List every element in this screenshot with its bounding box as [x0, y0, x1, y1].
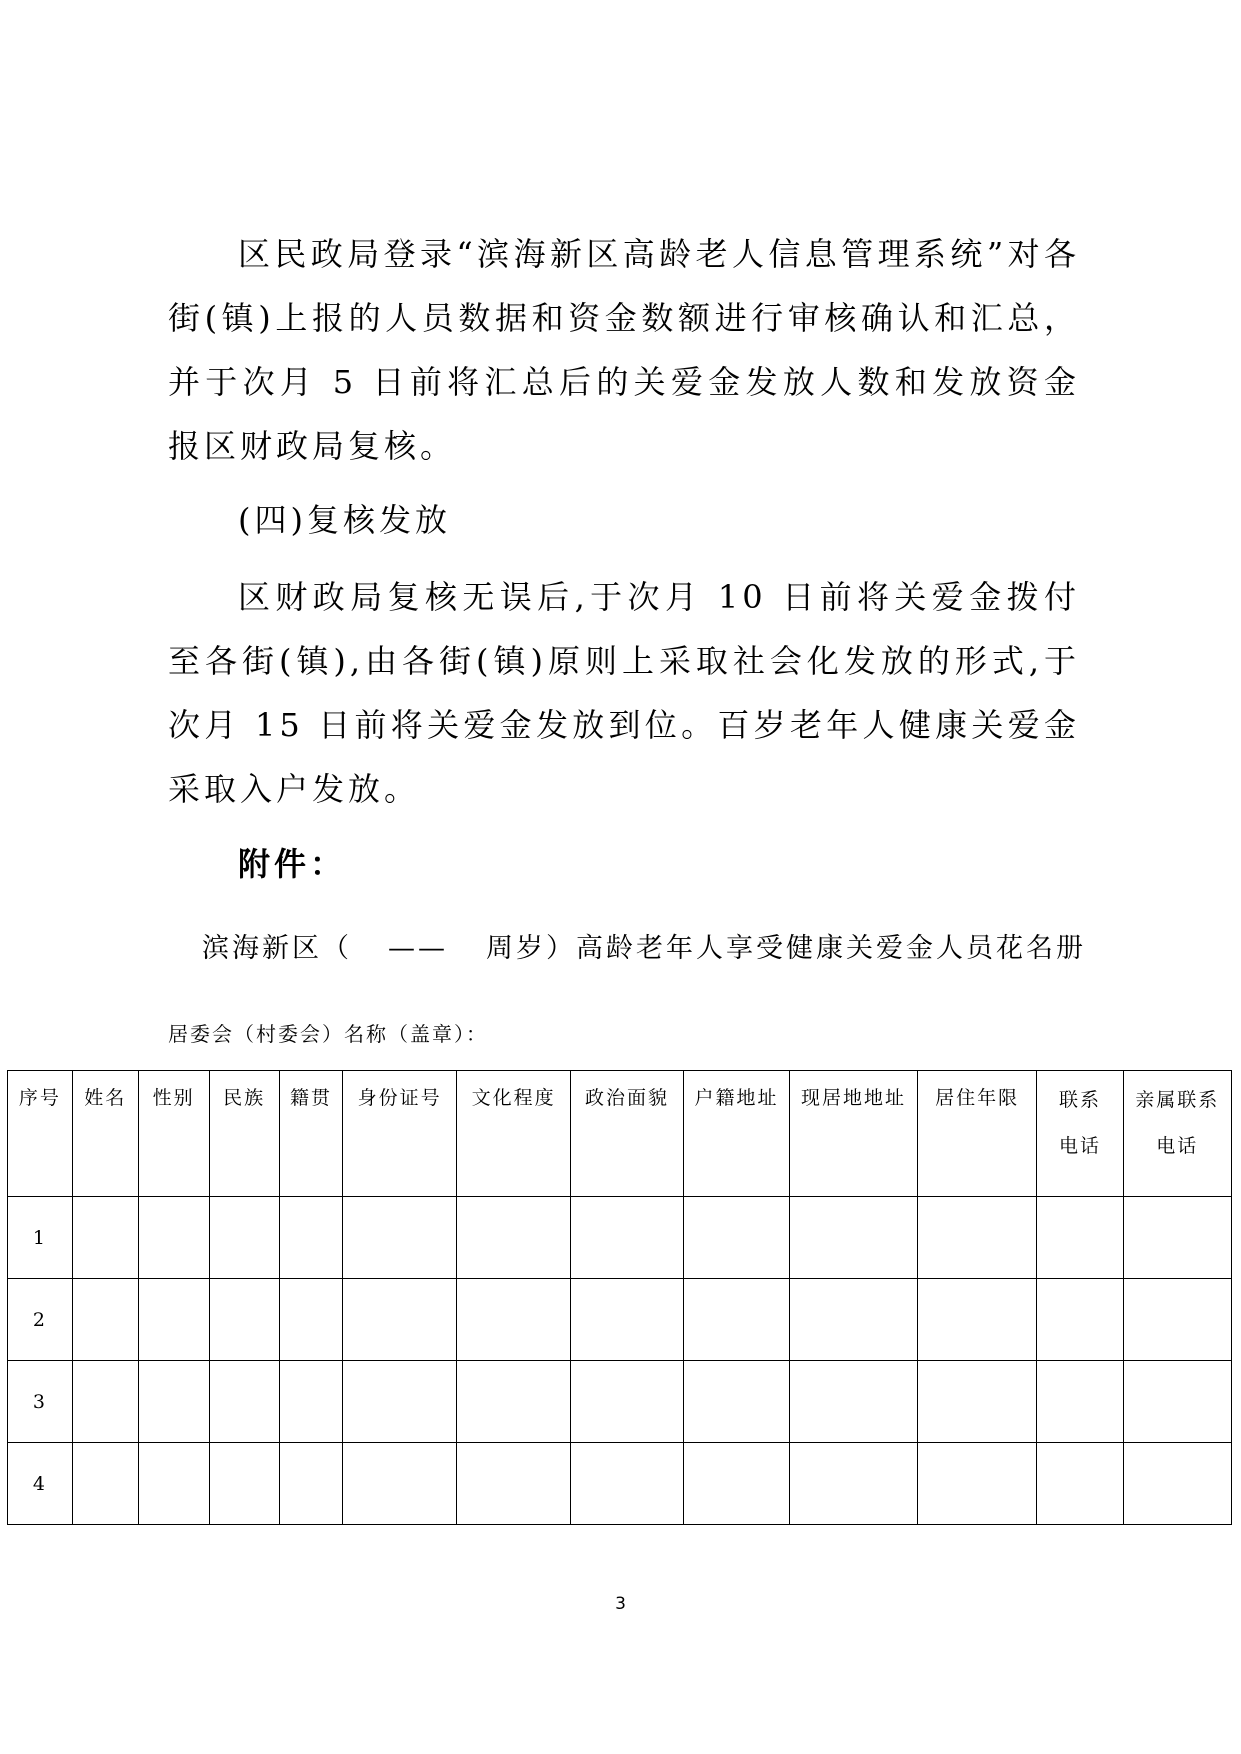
table-cell: [279, 1361, 343, 1443]
table-cell: [683, 1279, 789, 1361]
table-row: [8, 1361, 1232, 1443]
table-cell: [456, 1279, 570, 1361]
table-cell: [917, 1443, 1037, 1525]
form-title: [202, 926, 1086, 965]
table-cell: [917, 1361, 1037, 1443]
table-cell: [571, 1443, 683, 1525]
paragraph-review-summary: 区民政局登录“滨海新区高龄老人信息管理系统”对各街(镇)上报的人员数据和资金数额进行审核确认和汇总，并于次月 5 日前将汇总后的关爱金发放人数和发放资金报区财政局复核。: [168, 235, 1080, 465]
header-cell-contact-phone: [1037, 1071, 1123, 1197]
header-cell-gender: 性别: [138, 1071, 209, 1197]
header-cell-education: 文化程度: [456, 1071, 570, 1197]
header-cell-household-address: 户籍地址: [683, 1071, 789, 1197]
table-cell: [279, 1197, 343, 1279]
table-cell: [279, 1279, 343, 1361]
table-cell: [72, 1197, 138, 1279]
form-title-end: 周岁）高龄老年人享受健康关爱金人员花名册: [486, 933, 1086, 964]
table-cell: [456, 1197, 570, 1279]
table-cell: [456, 1361, 570, 1443]
committee-name-label: 居委会（村委会）名称（盖章）：: [168, 1022, 488, 1046]
header-cell-current-address: 现居地地址: [790, 1071, 918, 1197]
table-cell: [343, 1197, 456, 1279]
table-cell: [343, 1443, 456, 1525]
header-contact-bottom: 电话: [1058, 1135, 1101, 1157]
table-cell: [1123, 1361, 1231, 1443]
paragraph-distribution: 区财政局复核无误后,于次月 10 日前将关爱金拨付至各街(镇),由各街(镇)原则上采取社会化发放的形式,于次月 15 日前将关爱金发放到位。百岁老年人健康关爱金采取入户发放。: [168, 578, 1080, 808]
roster-table: [7, 1070, 1232, 1525]
attachment-label: 附件：: [238, 845, 347, 883]
table-cell: [1037, 1443, 1123, 1525]
table-cell: [683, 1197, 789, 1279]
table-cell: [790, 1443, 918, 1525]
header-cell-residence-years: 居住年限: [917, 1071, 1037, 1197]
table-cell: [138, 1197, 209, 1279]
table-cell: [209, 1361, 279, 1443]
table-cell: [1123, 1197, 1231, 1279]
header-relative-bottom: 电话: [1156, 1135, 1199, 1157]
form-title-dash: ——: [388, 933, 448, 964]
table-cell: [917, 1197, 1037, 1279]
row-index: 3: [8, 1361, 73, 1443]
header-cell-name: 姓名: [72, 1071, 138, 1197]
header-relative-top: 亲属联系: [1135, 1089, 1220, 1111]
table-cell: [571, 1361, 683, 1443]
table-cell: [790, 1279, 918, 1361]
table-row: [8, 1443, 1232, 1525]
header-cell-political-status: 政治面貌: [571, 1071, 683, 1197]
table-cell: [790, 1361, 918, 1443]
table-cell: [1037, 1197, 1123, 1279]
header-cell-index: 序号: [8, 1071, 73, 1197]
table-row: [8, 1279, 1232, 1361]
table-cell: [917, 1279, 1037, 1361]
row-index: 2: [8, 1279, 73, 1361]
header-cell-native-place: 籍贯: [279, 1071, 343, 1197]
table-cell: [571, 1279, 683, 1361]
table-cell: [1037, 1361, 1123, 1443]
page-number: 3: [615, 1594, 626, 1614]
table-row: [8, 1197, 1232, 1279]
table-cell: [138, 1361, 209, 1443]
table-cell: [279, 1443, 343, 1525]
table-cell: [138, 1279, 209, 1361]
header-cell-ethnicity: 民族: [209, 1071, 279, 1197]
table-cell: [72, 1443, 138, 1525]
table-cell: [343, 1361, 456, 1443]
table-cell: [1123, 1279, 1231, 1361]
form-title-start: 滨海新区（: [202, 933, 352, 964]
table-cell: [1037, 1279, 1123, 1361]
table-cell: [1123, 1443, 1231, 1525]
table-cell: [456, 1443, 570, 1525]
table-cell: [790, 1197, 918, 1279]
table-cell: [209, 1197, 279, 1279]
table-cell: [571, 1197, 683, 1279]
header-cell-relative-phone: [1123, 1071, 1231, 1197]
table-cell: [343, 1279, 456, 1361]
table-cell: [683, 1361, 789, 1443]
table-cell: [209, 1279, 279, 1361]
table-header-row: [8, 1071, 1232, 1197]
table-cell: [209, 1443, 279, 1525]
table-cell: [72, 1361, 138, 1443]
row-index: 1: [8, 1197, 73, 1279]
table-cell: [683, 1443, 789, 1525]
header-contact-top: 联系: [1058, 1089, 1101, 1111]
table-cell: [138, 1443, 209, 1525]
section-heading-review-distribution: (四)复核发放: [238, 501, 451, 539]
table-cell: [72, 1279, 138, 1361]
row-index: 4: [8, 1443, 73, 1525]
header-cell-id-number: 身份证号: [343, 1071, 456, 1197]
